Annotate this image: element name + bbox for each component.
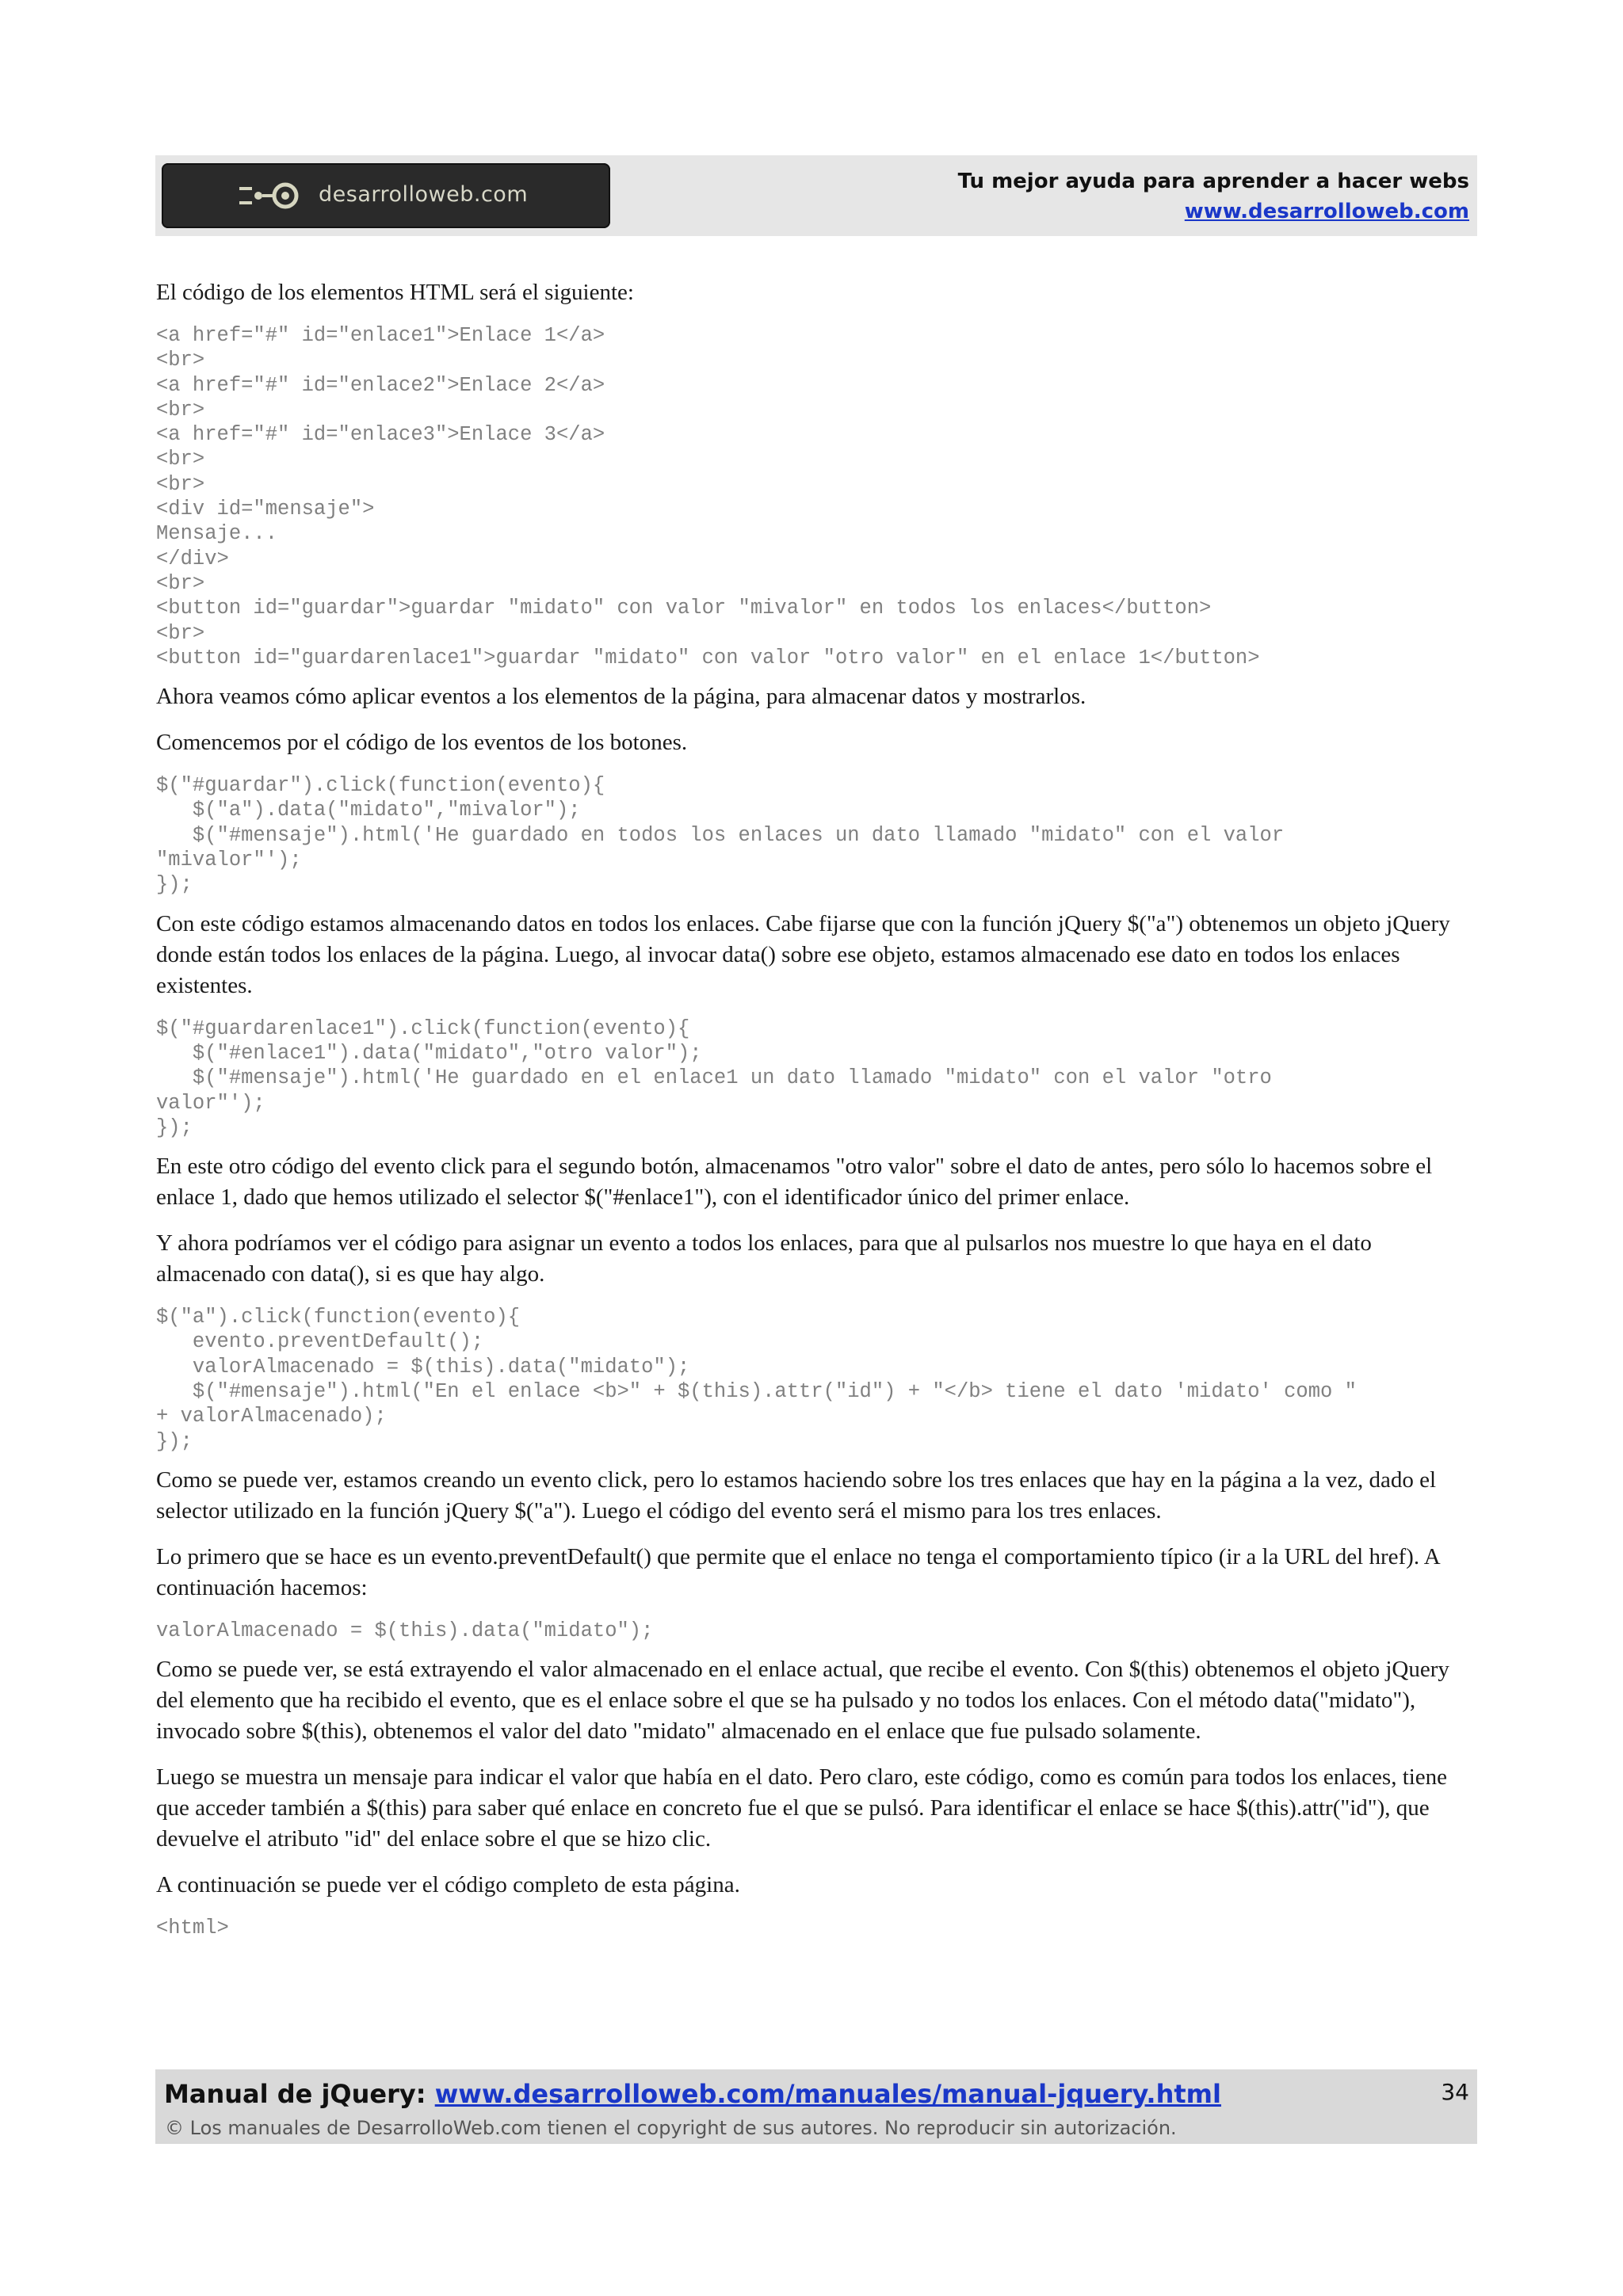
paragraph: Lo primero que se hace es un evento.preventDefault() que permite que el enlace no tenga el comportamiento típico (ir a la URL del href). A continuación hacemos: [156, 1543, 1440, 1600]
paragraph: Y ahora podríamos ver el código para asignar un evento a todos los enlaces, para que al pulsarlos nos muestre lo que haya en el dato almacenado con data(), si es que hay algo. [156, 1230, 1372, 1287]
copyright-notice: © Los manuales de DesarrolloWeb.com tienen el copyright de sus autores. No reproducir sin autorización. [165, 2117, 1177, 2139]
tagline-text: Tu mejor ayuda para aprender a hacer webs [957, 170, 1469, 193]
page-footer [155, 2069, 1477, 2144]
code-block: $("a").click(function(evento){ evento.preventDefault(); valorAlmacenado = $(this).data("midato"); $("#mensaje").html("En el enlace <b>" + $(this).attr("id") + "</b> tiene el dato 'midato' como " + valorAlmacenado); }); [156, 1306, 1357, 1453]
code-block: <html> [156, 1917, 229, 1940]
code-block: valorAlmacenado = $(this).data("midato"); [156, 1619, 654, 1642]
header-tagline [958, 166, 1469, 227]
code-block: <a href="#" id="enlace1">Enlace 1</a> <br> <a href="#" id="enlace2">Enlace 2</a> <br> <a href="#" id="enlace3">Enlace 3</a> <br> <br> <div id="mensaje"> Mensaje... </div> <br> <button id="guardar">guardar "midato" con valor "mivalor" en todos los enlaces</button> <br> <button id="guardarenlace1">guardar "midato" con valor "otro valor" en el enlace 1</button> [156, 324, 1260, 669]
paragraph: Como se puede ver, se está extrayendo el valor almacenado en el enlace actual, que recibe el evento. Con $(this) obtenemos el objeto jQuery del elemento que ha recibido el evento, que es el enlace sobre el que se ha pulsado y no todos los enlaces. Con el método data("midato"), invocado sobre $(this), obtenemos el valor del dato "midato" almacenado en el enlace que fue pulsado solamente. [156, 1657, 1449, 1745]
site-link[interactable]: www.desarrolloweb.com [1184, 200, 1469, 223]
paragraph: A continuación se puede ver el código completo de esta página. [156, 1872, 740, 1898]
logo-symbol-icon [238, 182, 317, 209]
paragraph: Como se puede ver, estamos creando un evento click, pero lo estamos haciendo sobre los tres enlaces que hay en la página a la vez, dado el selector utilizado en la función jQuery $("a"). Luego el código del evento será el mismo para los tres enlaces. [156, 1466, 1437, 1524]
footer-title [164, 2079, 1221, 2109]
paragraph: Ahora veamos cómo aplicar eventos a los elementos de la página, para almacenar datos y mostrarlos. [156, 684, 1086, 710]
logo-text: desarrolloweb.com [319, 182, 529, 207]
paragraph: El código de los elementos HTML será el siguiente: [156, 280, 634, 305]
paragraph: Con este código estamos almacenando datos en todos los enlaces. Cabe fijarse que con la función jQuery $("a") obtenemos un objeto jQuery donde están todos los enlaces de la página. Luego, al invocar data() sobre ese objeto, estamos almacenado ese dato en todos los enlaces existentes. [156, 910, 1450, 998]
page-number: 34 [1441, 2079, 1469, 2105]
paragraph: En este otro código del evento click para el segundo botón, almacenamos "otro valor" sobre el dato de antes, pero sólo lo hacemos sobre el enlace 1, dado que hemos utilizado el selector $("#enlace1"), con el identificador único del primer enlace. [156, 1154, 1433, 1211]
page-header [155, 155, 1477, 236]
manual-title: Manual de jQuery: [164, 2079, 426, 2109]
paragraph: Luego se muestra un mensaje para indicar el valor que había en el dato. Pero claro, este código, como es común para todos los enlaces, tiene que acceder también a $(this) para saber qué enlace en concreto fue el que se pulsó. Para identificar el enlace se hace $(this).attr("id"), que devuelve el atributo "id" del enlace sobre el que se hizo clic. [156, 1764, 1448, 1852]
article-body [156, 277, 1480, 1952]
site-logo[interactable] [162, 163, 610, 228]
manual-link[interactable]: www.desarrolloweb.com/manuales/manual-jquery.html [434, 2079, 1221, 2109]
paragraph: Comencemos por el código de los eventos de los botones. [156, 730, 688, 756]
code-block: $("#guardarenlace1").click(function(evento){ $("#enlace1").data("midato","otro valor"); $("#mensaje").html('He guardado en el enlace1 un dato llamado "midato" con el valor "otro valor"'); }); [156, 1016, 1272, 1139]
code-block: $("#guardar").click(function(evento){ $("a").data("midato","mivalor"); $("#mensaje").html('He guardado en todos los enlaces un dato llamado "midato" con el valor "mivalor"'); }); [156, 774, 1285, 897]
